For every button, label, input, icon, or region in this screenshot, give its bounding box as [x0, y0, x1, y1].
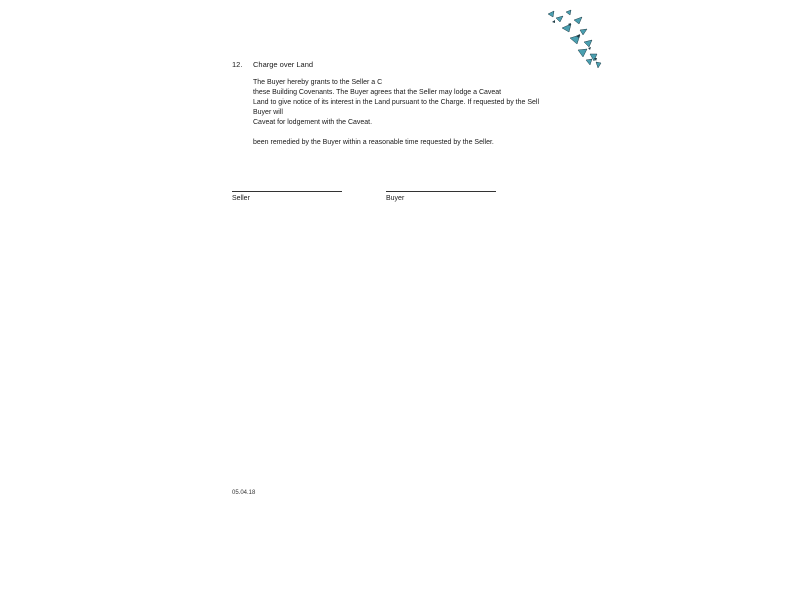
seller-signature-line	[232, 191, 342, 192]
seller-label: Seller	[232, 195, 250, 202]
clause-line: The Buyer hereby grants to the Seller a C	[253, 79, 383, 86]
clause-line: Caveat for lodgement with the Caveat.	[253, 119, 373, 126]
remedied-line: been remedied by the Buyer within a reasonable time requested by the Seller.	[253, 139, 494, 146]
footer-date: 05.04.18	[232, 490, 256, 496]
buyer-label: Buyer	[386, 195, 405, 202]
clause-line: these Building Covenants. The Buyer agrees that the Seller may lodge a Caveat	[253, 89, 502, 96]
section-number: 12.	[232, 60, 243, 69]
section-heading: Charge over Land	[253, 60, 314, 69]
buyer-signature-line	[386, 191, 496, 192]
clause-line: Land to give notice of its interest in the Land pursuant to the Charge. If requested by the Sell	[253, 99, 540, 106]
butterfly-cluster-icon	[540, 8, 610, 70]
clause-line: Buyer will	[253, 109, 283, 116]
